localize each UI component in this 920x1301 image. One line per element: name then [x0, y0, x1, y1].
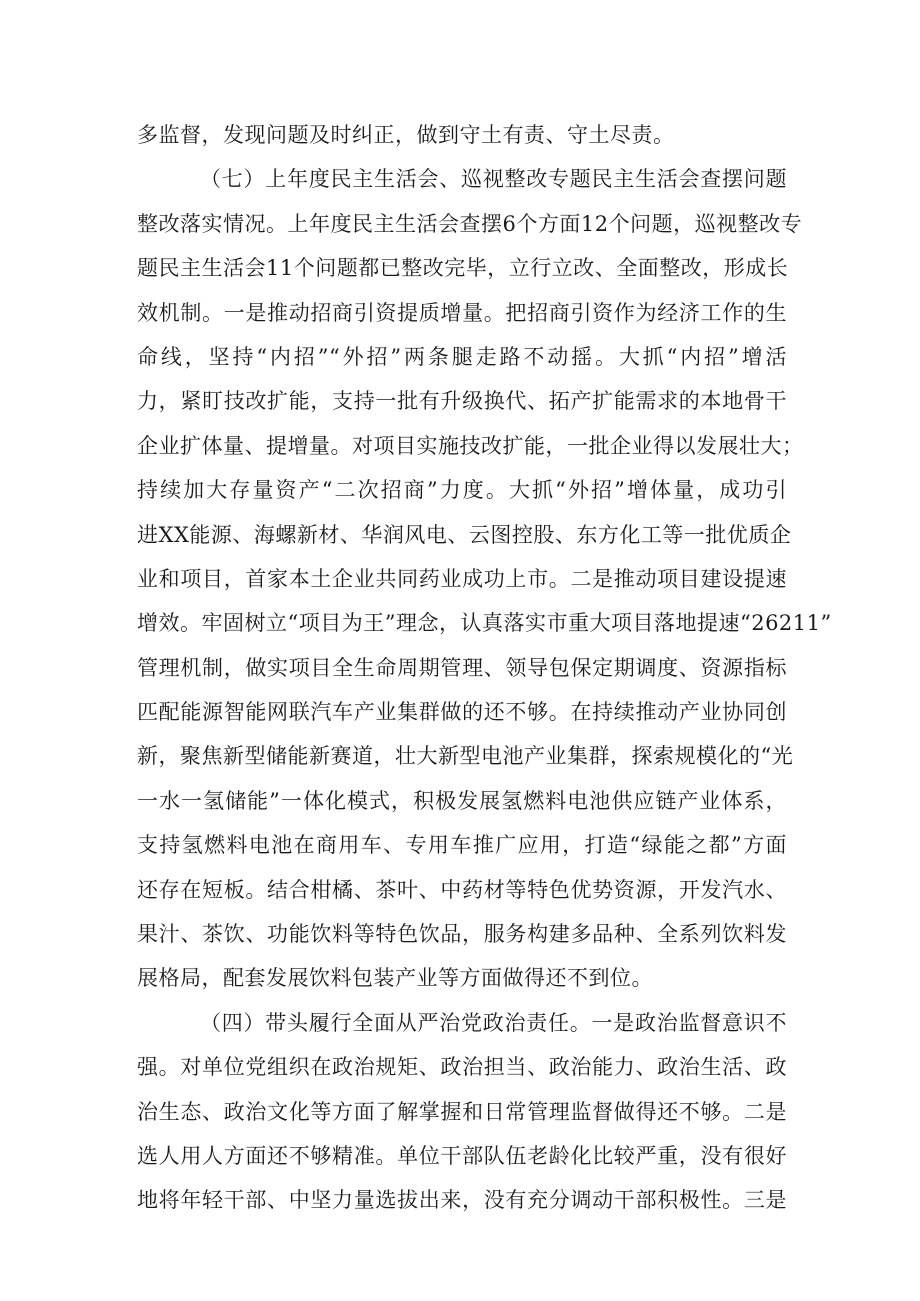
document-text-line: 管理机制，做实项目全生命周期管理、领导包保定期调度、资源指标	[137, 655, 787, 680]
document-text-line: 业和项目，首家本土企业共同药业成功上市。二是推动项目建设提速	[137, 566, 787, 591]
document-text-line: 进XX能源、海螺新材、华润风电、云图控股、东方化工等一批优质企	[137, 522, 792, 547]
document-text-line: 展格局，配套发展饮料包装产业等方面做得还不到位。	[137, 966, 653, 991]
document-text-line: （七）上年度民主生活会、巡视整改专题民主生活会查摆问题	[200, 167, 787, 192]
document-text-line: 还存在短板。结合柑橘、茶叶、中药材等特色优势资源，开发汽水、	[137, 877, 787, 902]
document-text-line: （四）带头履行全面从严治党政治责任。一是政治监督意识不	[200, 1010, 787, 1035]
document-text-line: 多监督，发现问题及时纠正，做到守土有责、守土尽责。	[137, 123, 675, 147]
document-text-line: 整改落实情况。上年度民主生活会查摆6个方面12个问题，巡视整改专	[137, 211, 803, 236]
document-text-line: 一水一氢储能”一体化模式，积极发展氢燃料电池供应链产业体系，	[137, 788, 787, 813]
document-text-line: 增效。牢固树立“项目为王”理念，认真落实市重大项目落地提速“26211”	[137, 611, 832, 636]
document-text-line: 支持氢燃料电池在商用车、专用车推广应用，打造“绿能之都”方面	[137, 833, 787, 858]
document-text-line: 力，紧盯技改扩能，支持一批有升级换代、拓产扩能需求的本地骨干	[137, 389, 787, 414]
document-text-line: 选人用人方面还不够精准。单位干部队伍老龄化比较严重，没有很好	[137, 1143, 787, 1168]
document-text-line: 匹配能源智能网联汽车产业集群做的还不够。在持续推动产业协同创	[137, 700, 787, 725]
document-text-line: 命线，坚持“内招”“外招”两条腿走路不动摇。大抓“内招”增活	[137, 344, 787, 369]
document-text-line: 治生态、政治文化等方面了解掌握和日常管理监督做得还不够。二是	[137, 1099, 787, 1124]
document-text-line: 题民主生活会11个问题都已整改完毕，立行立改、全面整改，形成长	[137, 256, 789, 281]
document-text-line: 持续加大存量资产“二次招商”力度。大抓“外招”增体量，成功引	[137, 478, 787, 503]
document-text-line: 强。对单位党组织在政治规矩、政治担当、政治能力、政治生活、政	[137, 1055, 787, 1080]
document-body	[137, 113, 832, 1223]
document-text-line: 效机制。一是推动招商引资提质增量。把招商引资作为经济工作的生	[137, 300, 787, 325]
document-text-line: 果汁、茶饮、功能饮料等特色饮品，服务构建多品种、全系列饮料发	[137, 922, 787, 947]
document-text-line: 企业扩体量、提增量。对项目实施技改扩能，一批企业得以发展壮大；	[137, 433, 804, 458]
document-text-line: 地将年轻干部、中坚力量选拔出来，没有充分调动干部积极性。三是	[137, 1188, 787, 1213]
document-text-line: 新，聚焦新型储能新赛道，壮大新型电池产业集群，探索规模化的“光	[137, 744, 794, 769]
